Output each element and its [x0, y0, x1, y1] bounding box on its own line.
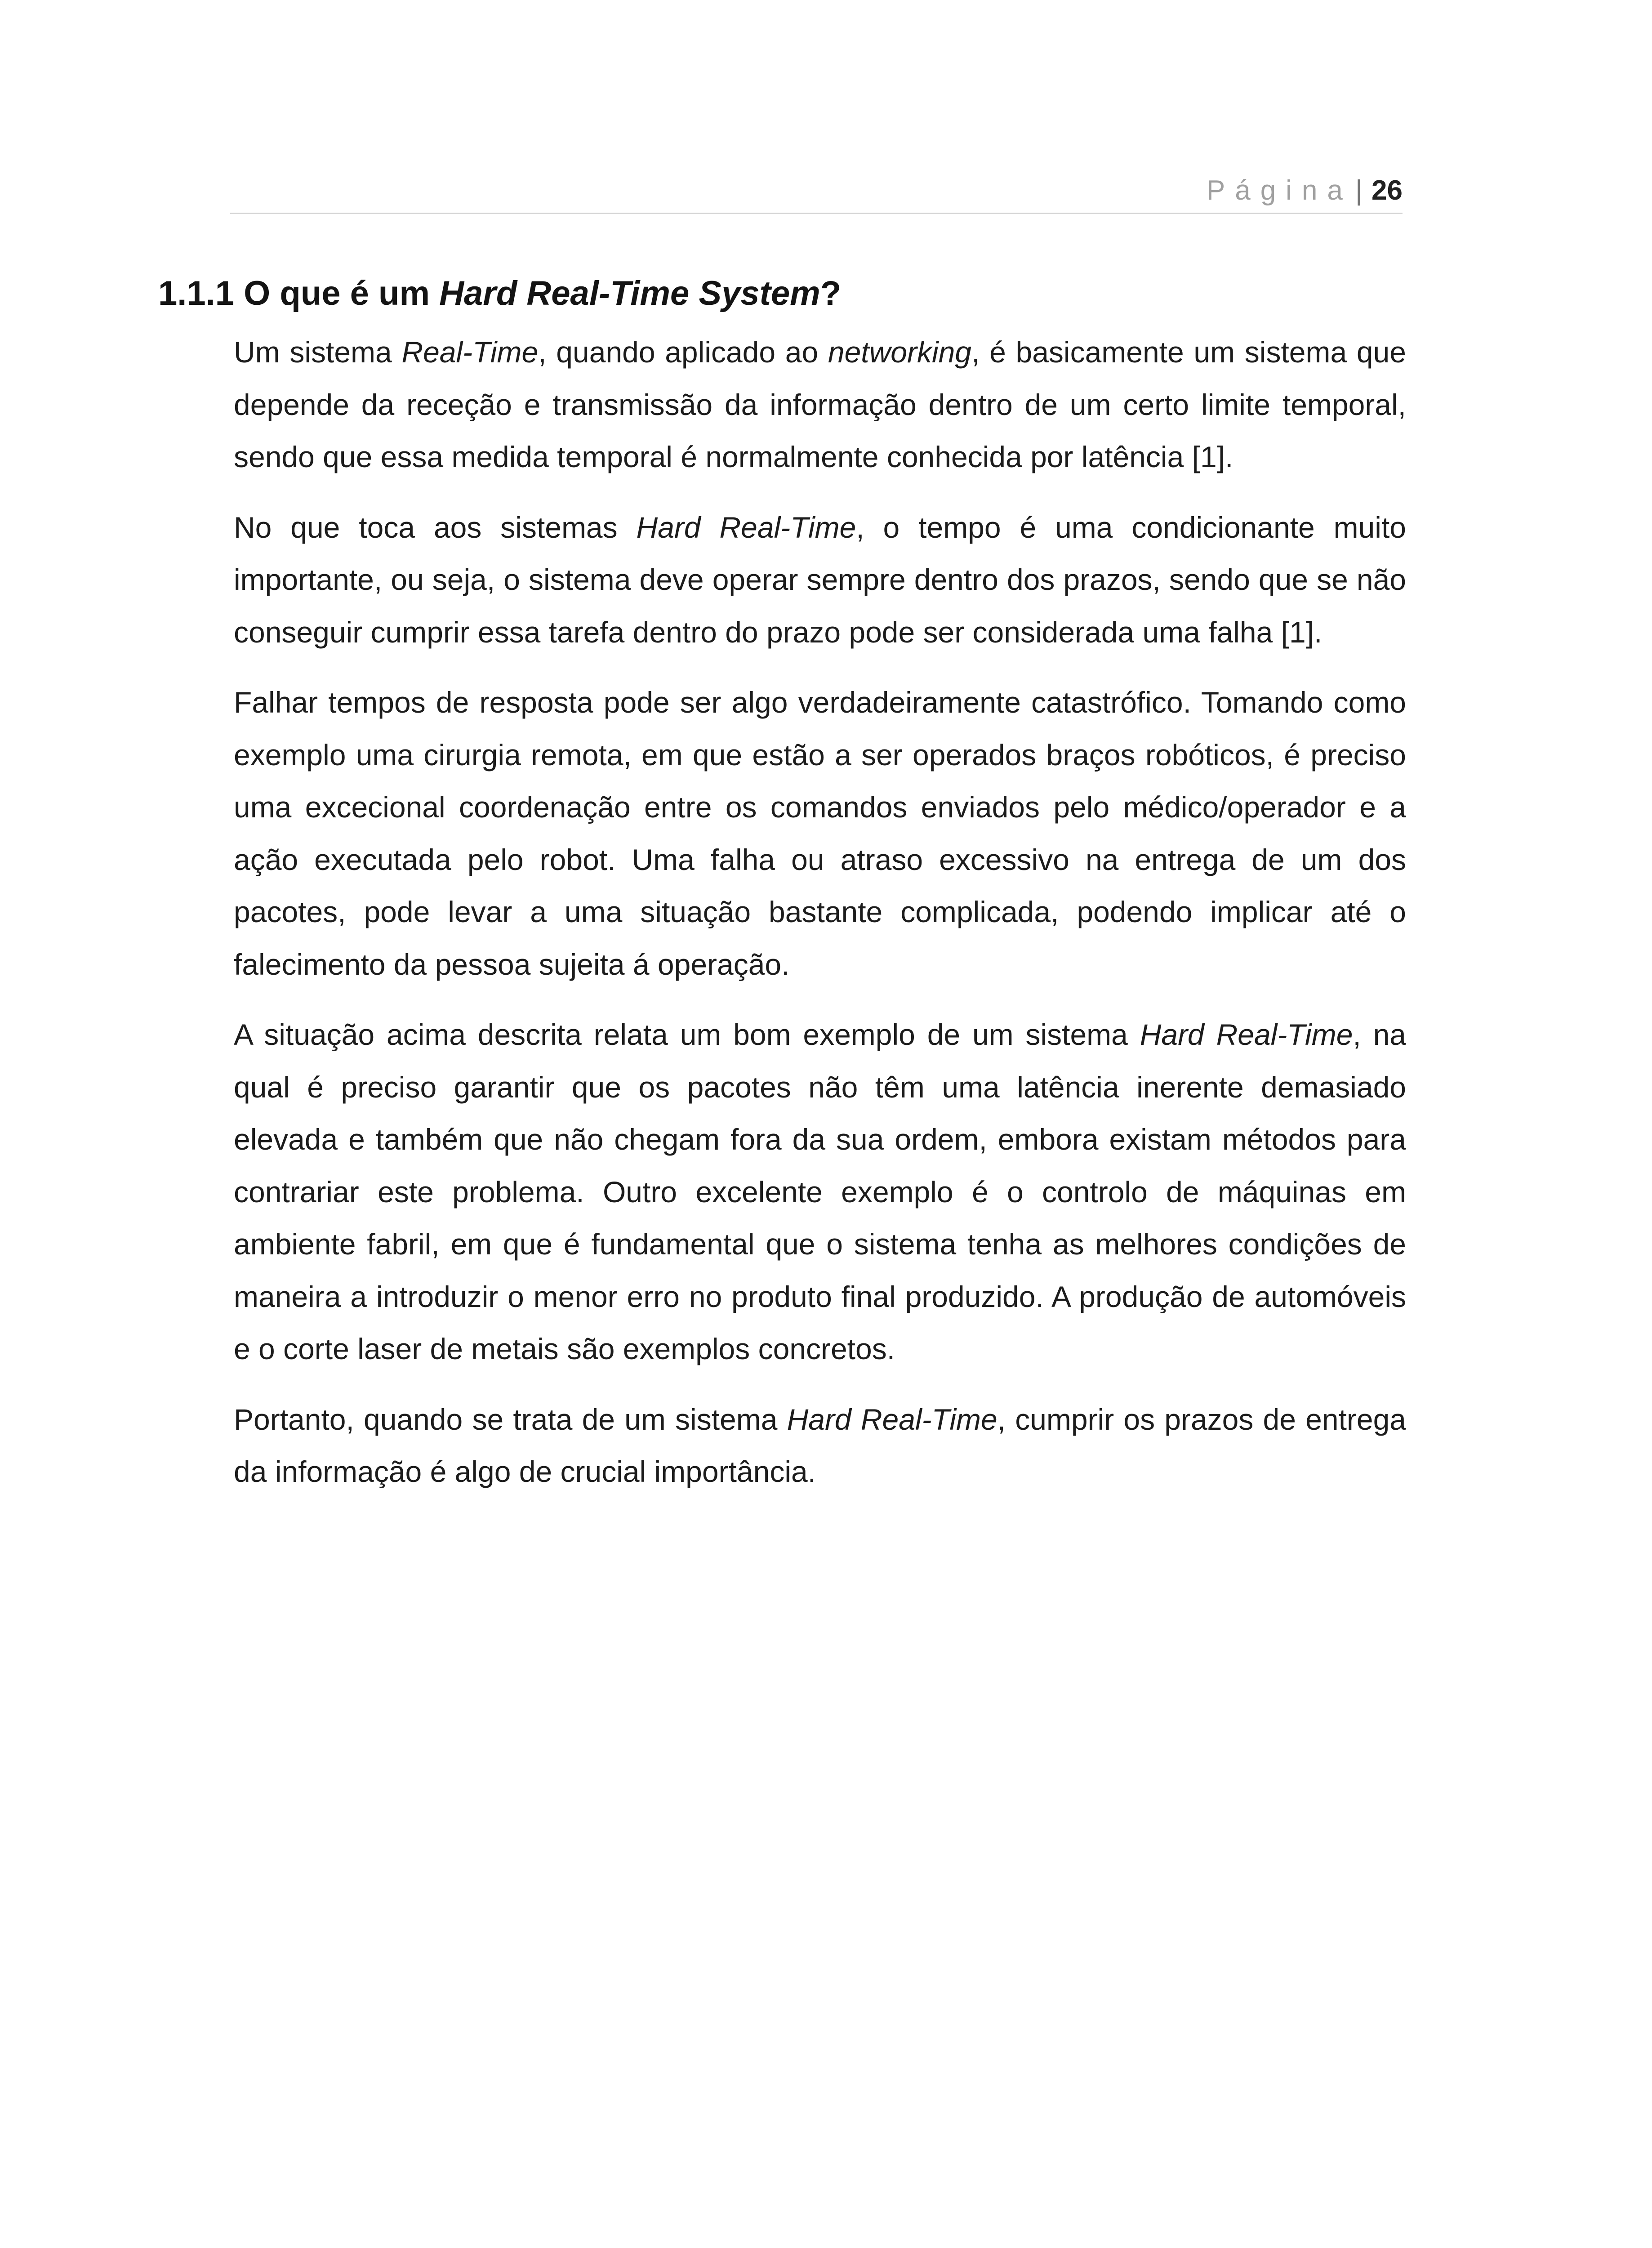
- emphasized-term: Hard Real-Time: [787, 1402, 997, 1436]
- page-number-label: [1207, 174, 1403, 207]
- section-title-emphasis: Hard Real-Time System: [439, 274, 820, 312]
- paragraph-text: A situação acima descrita relata um bom exemplo de um sistema: [234, 1018, 1140, 1051]
- page-header: [230, 171, 1403, 214]
- body-paragraph: [234, 676, 1406, 990]
- emphasized-term: Real-Time: [401, 335, 539, 369]
- body-paragraph: [234, 326, 1406, 483]
- emphasized-term: Hard Real-Time: [636, 510, 856, 544]
- section-heading: [158, 269, 841, 318]
- body-paragraph: [234, 501, 1406, 659]
- section-title-prefix: O que é um: [244, 274, 430, 312]
- paragraph-text: Um sistema: [234, 335, 402, 369]
- paragraph-text: , na qual é preciso garantir que os pacotes não têm uma latência inerente demasiado elevada e também que não chegam fora da sua ordem, embora existam métodos para contrariar este problema. Outro excelente exemplo é o controlo de máquinas em ambiente fabril, em que é fundamental que o sistema tenha as melhores condições de maneira a introduzir o menor erro no produto final produzido. A produção de automóveis e o corte laser de metais são exemplos concretos.: [234, 1018, 1406, 1365]
- paragraph-text: , o tempo é uma condicionante muito importante, ou seja, o sistema deve operar sempre dentro dos prazos, sendo que se não conseguir cumprir essa tarefa dentro do prazo pode ser considerada uma falha [1].: [234, 510, 1406, 649]
- page-number: 26: [1371, 175, 1403, 206]
- paragraph-text: , cumprir os prazos de entrega da informação é algo de crucial importância.: [234, 1402, 1407, 1488]
- paragraph-text: , é basicamente um sistema que depende da receção e transmissão da informação dentro de um certo limite temporal, sendo que essa medida temporal é normalmente conhecida por latência [1].: [234, 335, 1406, 473]
- body-paragraph: [234, 1008, 1406, 1375]
- paragraph-text: Portanto, quando se trata de um sistema: [234, 1402, 787, 1436]
- page-separator: |: [1355, 175, 1363, 206]
- body-text: [234, 326, 1406, 1516]
- emphasized-term: networking: [828, 335, 972, 369]
- paragraph-text: No que toca aos sistemas: [234, 510, 637, 544]
- section-title-suffix: ?: [820, 274, 842, 312]
- emphasized-term: Hard Real-Time: [1140, 1018, 1353, 1051]
- header-divider: [230, 213, 1403, 214]
- section-number: 1.1.1: [158, 274, 235, 312]
- paragraph-text: , quando aplicado ao: [538, 335, 828, 369]
- body-paragraph: [234, 1393, 1406, 1498]
- paragraph-text: Falhar tempos de resposta pode ser algo verdadeiramente catastrófico. Tomando como exemplo uma cirurgia remota, em que estão a ser operados braços robóticos, é preciso uma excecional coordenação entre os comandos enviados pelo médico/operador e a ação executada pelo robot. Uma falha ou atraso excessivo na entrega de um dos pacotes, pode levar a uma situação bastante complicada, podendo implicar até o falecimento da pessoa sujeita á operação.: [234, 686, 1406, 981]
- page-word: Página: [1206, 175, 1353, 206]
